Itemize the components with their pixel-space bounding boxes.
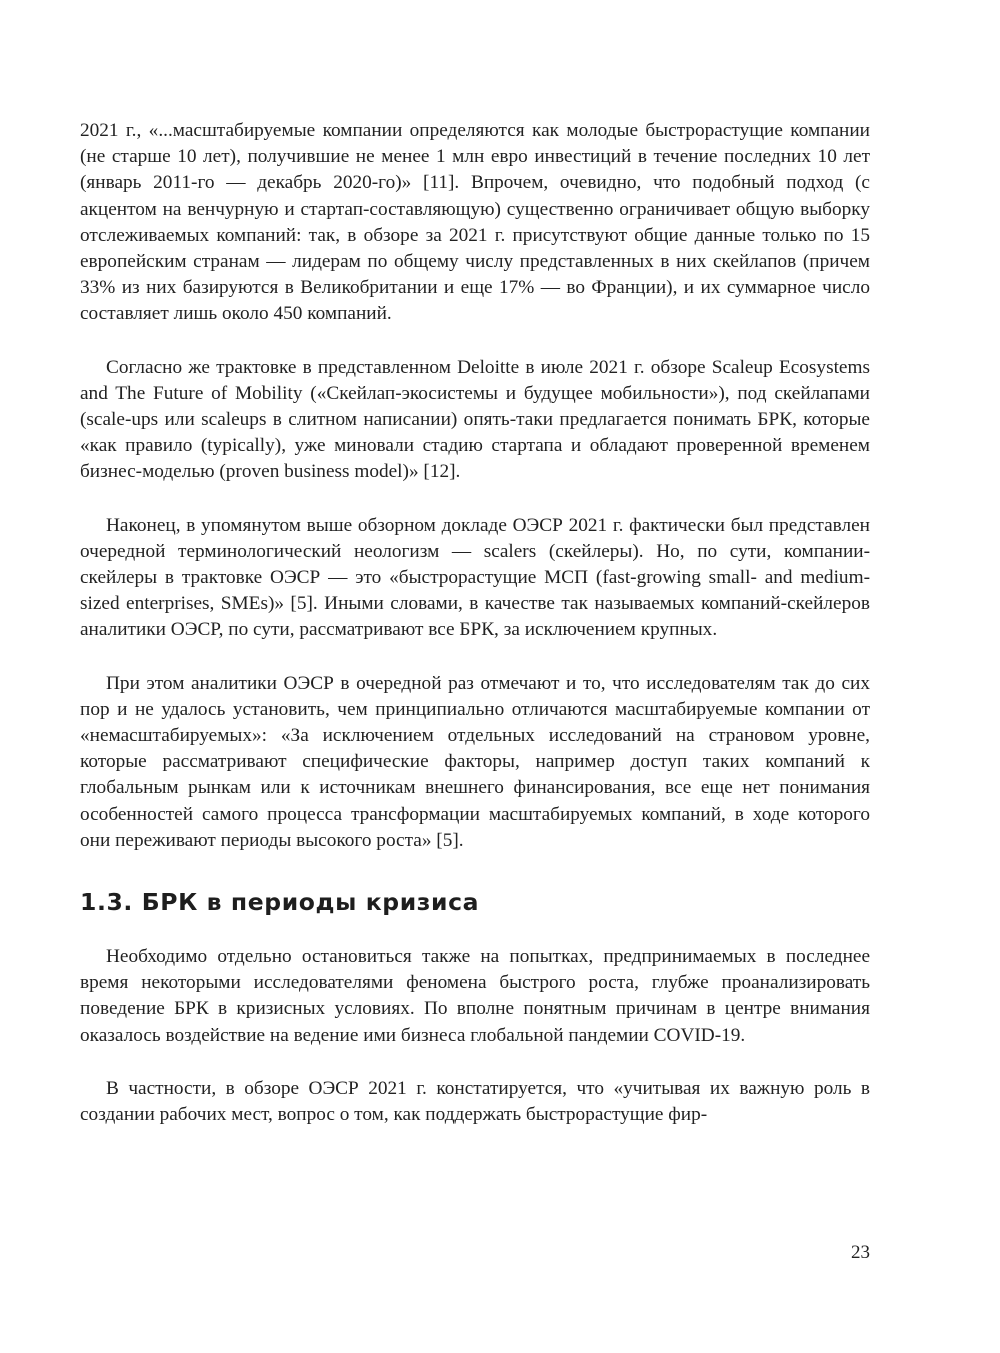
paragraph-1: 2021 г., «...масштабируемые компании определяются как молодые быстрорастущие компании (не старше 10 лет), получившие не менее 1 млн евро инвестиций в течение последних 10 лет (январь 2011-го — декабрь 2020-го)» [11]. Впрочем, очевидно, что подобный подход (с акцентом на венчурную и стартап-составляющую) существенно ограничивает общую выборку отслеживаемых компаний: так, в обзоре за 2021 г. присутствуют общие данные только по 15 европейским странам — лидерам по общему числу представленных в них скейлапов (причем 33% из них базируются в Великобритании и еще 17% — во Франции), и их суммарное число составляет лишь около 450 компаний. (80, 120, 870, 325)
paragraph-6: В частности, в обзоре ОЭСР 2021 г. констатируется, что «учитывая их важную роль в создании рабочих мест, вопрос о том, как поддержать быстрорастущие фир- (80, 1077, 870, 1126)
paragraph-3: Наконец, в упомянутом выше обзорном докладе ОЭСР 2021 г. фактически был представлен очередной терминологический неологизм — scalers (скейлеры). Но, по сути, компании-скейлеры в трактовке ОЭСР — это «быстрорастущие МСП (fast-growing small- and medium-sized enterprises, SMEs)» [5]. Иными словами, в качестве так называемых компаний-скейлеров аналитики ОЭСР, по сути, рассматривают все БРК, за исключением крупных. (80, 514, 870, 641)
page-body (80, 118, 870, 1155)
page-number: 23 (851, 1242, 870, 1263)
paragraph-2: Согласно же трактовке в представленном Deloitte в июле 2021 г. обзоре Scaleup Ecosystems and The Future of Mobility («Скейлап-экосистемы и будущее мобильности»), под скейлапами (scale-ups или scaleups в слитном написании) опять-таки предлагается понимать БРК, которые «как правило (typically), уже миновали стадию стартапа и обладают проверенной временем бизнес-моделью (proven business model)» [12]. (80, 356, 870, 483)
section-heading: 1.3. БРК в периоды кризиса (80, 888, 480, 917)
paragraph-5: Необходимо отдельно остановиться также на попытках, предпринимаемых в последнее время некоторыми исследователями феномена быстрого роста, глубже проанализировать поведение БРК в кризисных условиях. По вполне понятным причинам в центре внимания оказалось воздействие на ведение ими бизнеса глобальной пандемии COVID-19. (80, 946, 870, 1046)
paragraph-4: При этом аналитики ОЭСР в очередной раз отмечают и то, что исследователям так до сих пор и не удалось установить, чем принципиально отличаются масштабируемые компании от «немасштабируемых»: «За исключением отдельных исследований на страновом уровне, которые рассматривают специфические факторы, например доступ таких компаний к глобальным рынкам или к источникам внешнего финансирования, все еще нет понимания особенностей самого процесса трансформации масштабируемых компаний, в ходе которого они переживают периоды высокого роста» [5]. (80, 672, 870, 851)
